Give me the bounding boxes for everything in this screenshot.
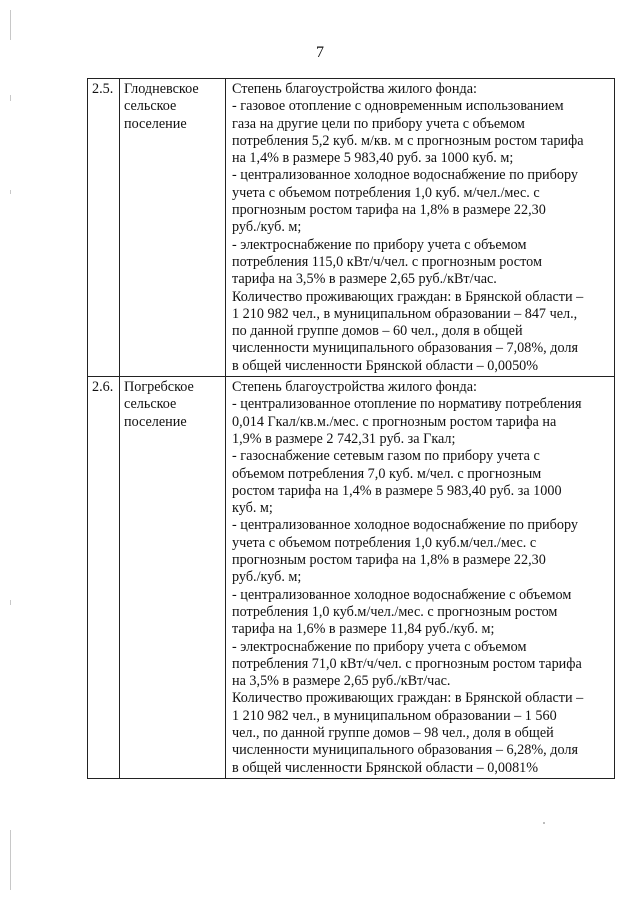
description-line: учета с объемом потребления 1,0 куб. м/чел./мес. с — [232, 184, 540, 201]
description-line: - централизованное холодное водоснабжение по прибору — [232, 167, 578, 184]
description-line: численности муниципального образования – 6,28%, доля — [232, 742, 578, 759]
scan-margin-line — [10, 10, 11, 40]
description-line: - электроснабжение по прибору учета с объемом — [232, 236, 527, 253]
description-line: ростом тарифа на 1,4% в размере 5 983,40 руб. за 1000 — [232, 482, 562, 499]
description-line: прогнозным ростом тарифа на 1,8% в размере 22,30 — [232, 202, 546, 219]
settlement-name-cell — [120, 79, 226, 377]
description-line: 1 210 982 чел., в муниципальном образовании – 1 560 — [232, 707, 557, 724]
description-line: потребления 115,0 кВт/ч/чел. с прогнозным ростом — [232, 253, 542, 270]
description-line: потребления 1,0 куб.м/чел./мес. с прогнозным ростом — [232, 603, 558, 620]
description-line: тарифа на 3,5% в размере 2,65 руб./кВт/час. — [232, 271, 497, 288]
scan-speck — [543, 822, 545, 824]
description-line: руб./куб. м; — [232, 569, 302, 586]
settlement-name-line: сельское — [124, 396, 177, 413]
scan-margin-line — [10, 190, 11, 194]
settlement-name-line: Погребское — [124, 379, 194, 396]
description-line: 1 210 982 чел., в муниципальном образовании – 847 чел., — [232, 305, 578, 322]
description-line: тарифа на 1,6% в размере 11,84 руб./куб. м; — [232, 621, 495, 638]
description-line: - газоснабжение сетевым газом по прибору учета с — [232, 448, 540, 465]
description-line: - централизованное холодное водоснабжение с объемом — [232, 586, 572, 603]
description-line: в общей численности Брянской области – 0,0050% — [232, 357, 539, 374]
scan-margin-line — [10, 95, 11, 101]
table-row — [88, 377, 615, 779]
scan-margin-line — [10, 600, 11, 605]
settlements-table — [87, 78, 615, 779]
description-line: прогнозным ростом тарифа на 1,8% в размере 22,30 — [232, 552, 546, 569]
description-line: на 3,5% в размере 2,65 руб./кВт/час. — [232, 673, 451, 690]
description-line: потребления 71,0 кВт/ч/чел. с прогнозным ростом тарифа — [232, 655, 582, 672]
description-line: в общей численности Брянской области – 0,0081% — [232, 759, 539, 776]
description-line: - централизованное отопление по нормативу потребления — [232, 396, 582, 413]
row-number-cell: 2.5. — [88, 79, 120, 377]
description-line: - электроснабжение по прибору учета с объемом — [232, 638, 527, 655]
description-line: Степень благоустройства жилого фонда: — [232, 379, 477, 396]
page-number: 7 — [316, 44, 324, 61]
settlement-name-line: поселение — [124, 115, 187, 132]
description-line: - централизованное холодное водоснабжение по прибору — [232, 517, 578, 534]
description-line: на 1,4% в размере 5 983,40 руб. за 1000 куб. м; — [232, 150, 514, 167]
description-line: Степень благоустройства жилого фонда: — [232, 81, 477, 97]
settlement-name-cell — [120, 377, 226, 779]
description-line: объемом потребления 7,0 куб. м/чел. с прогнозным — [232, 465, 542, 482]
description-line: чел., по данной группе домов – 98 чел., доля в общей — [232, 724, 554, 741]
description-line: численности муниципального образования – 7,08%, доля — [232, 340, 578, 357]
description-line: Количество проживающих граждан: в Брянской области – — [232, 690, 584, 707]
scan-margin-line — [10, 830, 11, 890]
description-line: газа на другие цели по прибору учета с объемом — [232, 115, 525, 132]
description-cell — [226, 377, 615, 779]
description-line: 1,9% в размере 2 742,31 руб. за Гкал; — [232, 430, 456, 447]
description-line: потребления 5,2 куб. м/кв. м с прогнозным ростом тарифа — [232, 132, 584, 149]
description-line: - газовое отопление с одновременным использованием — [232, 98, 564, 115]
settlement-name-line: поселение — [124, 413, 187, 430]
settlement-name-line: Глодневское — [124, 81, 199, 97]
description-line: 0,014 Гкал/кв.м./мес. с прогнозным ростом тарифа на — [232, 413, 557, 430]
description-cell — [226, 79, 615, 377]
table-row — [88, 79, 615, 377]
settlement-name-line: сельское — [124, 98, 177, 115]
table-body — [88, 79, 615, 779]
description-line: куб. м; — [232, 500, 273, 517]
description-line: по данной группе домов – 60 чел., доля в общей — [232, 323, 523, 340]
row-number-cell: 2.6. — [88, 377, 120, 779]
description-line: руб./куб. м; — [232, 219, 302, 236]
description-line: учета с объемом потребления 1,0 куб.м/чел./мес. с — [232, 534, 537, 551]
description-line: Количество проживающих граждан: в Брянской области – — [232, 288, 584, 305]
